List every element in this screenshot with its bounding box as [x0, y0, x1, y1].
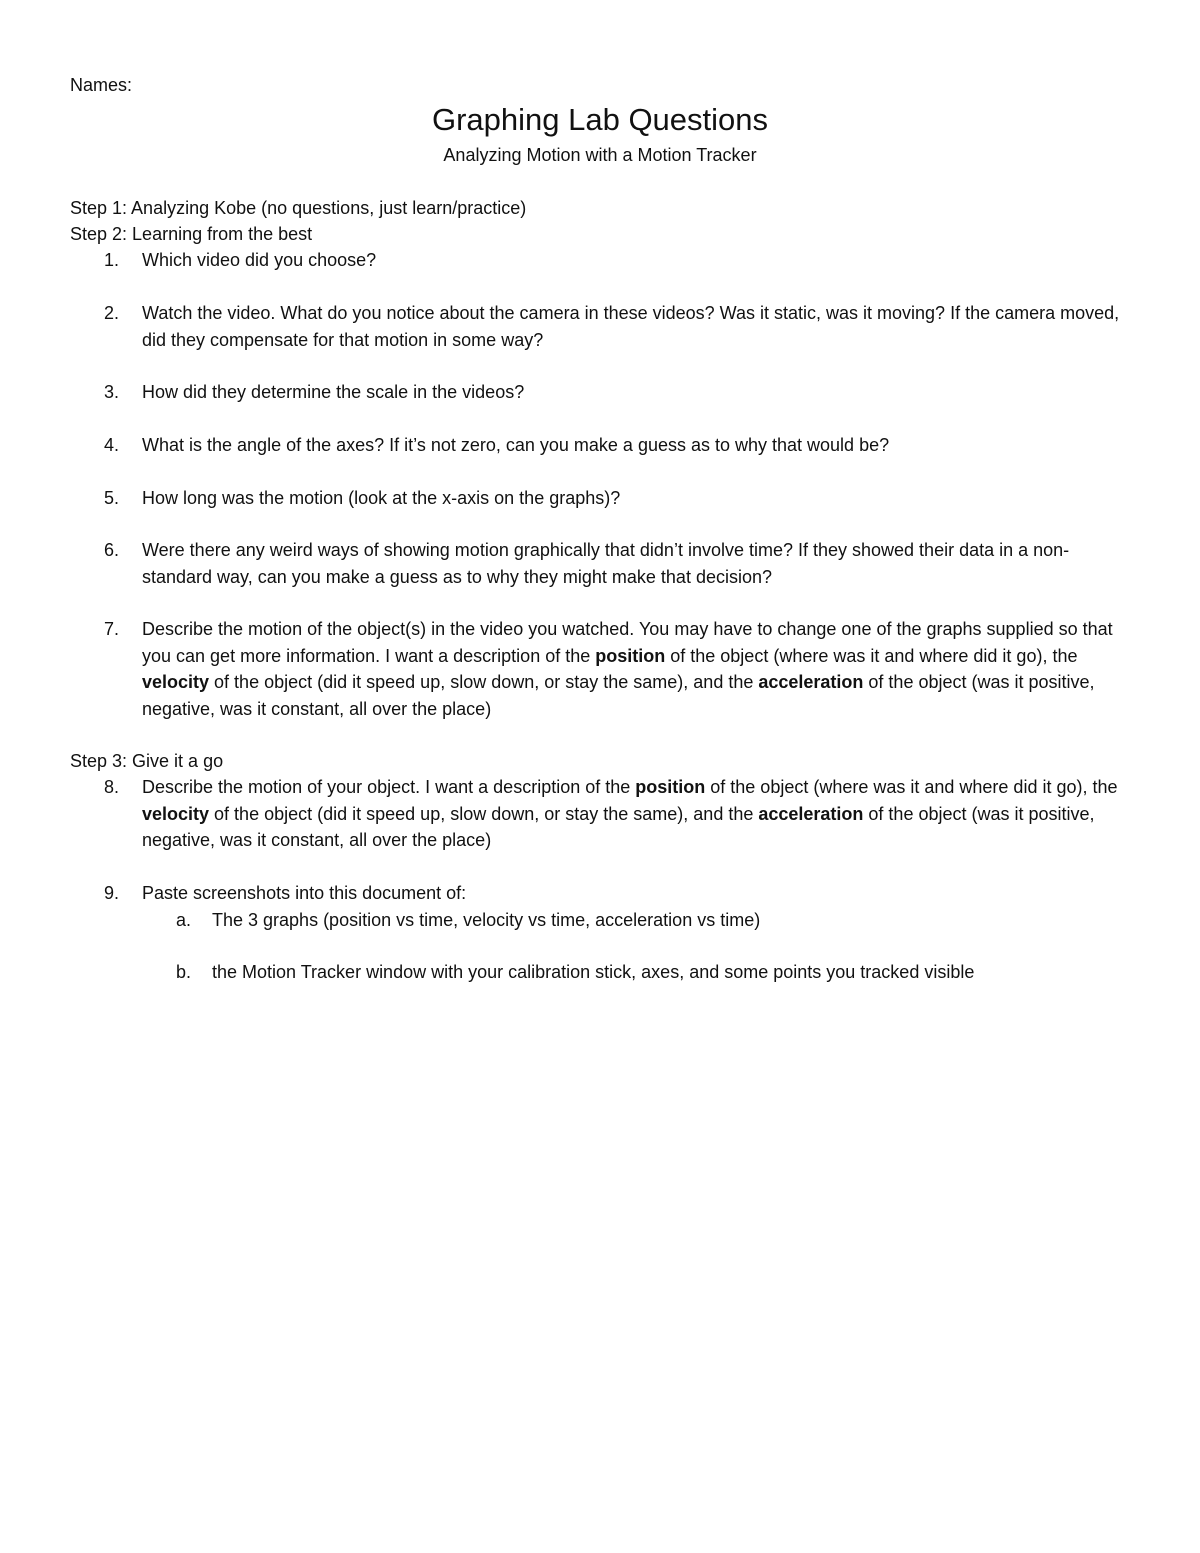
- question-text: Which video did you choose?: [142, 250, 377, 270]
- question-3: [70, 379, 1130, 406]
- question-7: [70, 616, 1130, 722]
- subquestion-text: The 3 graphs (position vs time, velocity vs time, acceleration vs time): [212, 910, 761, 930]
- subquestion-letter: b.: [176, 962, 192, 982]
- question-text: Paste screenshots into this document of:: [142, 883, 467, 903]
- question-text: Watch the video. What do you notice about the camera in these videos? Was it static, was it moving? If the camera moved, did they compensate for that motion in some way?: [142, 303, 1120, 350]
- emphasis-position: position: [595, 645, 666, 666]
- names-label: Names:: [70, 75, 133, 95]
- question-number: 5.: [104, 488, 120, 508]
- question-number: 2.: [104, 303, 120, 323]
- emphasis-acceleration: acceleration: [758, 672, 864, 692]
- question-number: 9.: [104, 883, 120, 903]
- question-4: [70, 432, 1130, 459]
- question-number: 4.: [104, 435, 120, 455]
- question-text: How did they determine the scale in the videos?: [142, 382, 525, 402]
- question-1: [70, 247, 1130, 274]
- page-title: Graphing Lab Questions: [431, 102, 769, 137]
- emphasis-velocity: velocity: [142, 672, 210, 692]
- question-9a: [70, 907, 1130, 934]
- question-number: 3.: [104, 382, 120, 402]
- question-9b: [70, 959, 1130, 986]
- question-6: [70, 537, 1130, 590]
- emphasis-acceleration: acceleration: [758, 803, 864, 824]
- question-text: Describe the motion of your object. I want a description of the position of the object (where was it and where did it go), the velocity of the object (did it speed up, slow down, or stay the same), and the acceleration of the object (was it positive, negative, was it constant, all over the place): [142, 777, 1118, 850]
- question-2: [70, 300, 1130, 353]
- emphasis-velocity: velocity: [142, 803, 210, 824]
- question-text: Describe the motion of the object(s) in the video you watched. You may have to change one of the graphs supplied so that you can get more information. I want a description of the position of the object (where was it and where did it go), the velocity of the object (did it speed up, slow down, or stay the same), and the acceleration of the object (was it positive, negative, was it constant, all over the place): [142, 619, 1113, 719]
- step-1-heading: Step 1: Analyzing Kobe (no questions, just learn/practice): [70, 198, 527, 218]
- question-number: 1.: [104, 250, 120, 270]
- page-subtitle: Analyzing Motion with a Motion Tracker: [443, 145, 757, 165]
- question-text: How long was the motion (look at the x-axis on the graphs)?: [142, 488, 621, 508]
- question-9: [70, 880, 1130, 907]
- step-3-heading: Step 3: Give it a go: [70, 751, 224, 771]
- question-5: [70, 485, 1130, 512]
- question-8: [70, 774, 1130, 854]
- question-text: Were there any weird ways of showing motion graphically that didn’t involve time? If they showed their data in a non-standard way, can you make a guess as to why they might make that decision?: [142, 540, 1070, 587]
- subquestion-text: the Motion Tracker window with your calibration stick, axes, and some points you tracked visible: [212, 962, 975, 982]
- step-2-heading: Step 2: Learning from the best: [70, 224, 313, 244]
- question-number: 8.: [104, 777, 120, 797]
- emphasis-position: position: [635, 777, 706, 797]
- question-text: What is the angle of the axes? If it’s not zero, can you make a guess as to why that would be?: [142, 435, 890, 455]
- question-number: 7.: [104, 619, 120, 639]
- subquestion-letter: a.: [176, 910, 192, 930]
- question-number: 6.: [104, 540, 120, 560]
